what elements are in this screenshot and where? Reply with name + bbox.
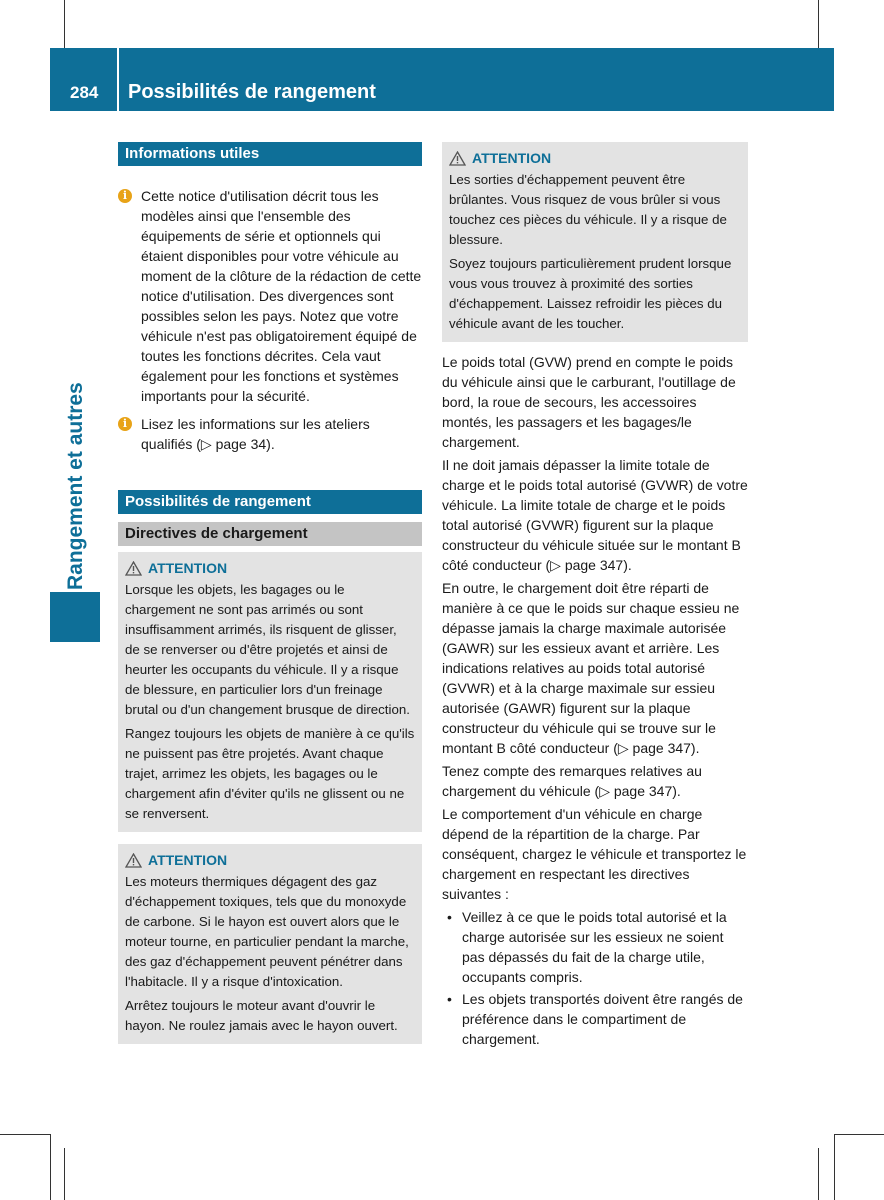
warning-triangle-icon bbox=[449, 151, 466, 166]
warning-triangle-icon bbox=[125, 853, 142, 868]
info-note bbox=[118, 414, 422, 454]
warning-title bbox=[449, 148, 741, 168]
list-item-text: Veillez à ce que le poids total autorisé et la charge autorisée sur les essieux ne soient pas dépassés du fait de la charge utile, occupants compris. bbox=[462, 909, 727, 985]
crop-mark bbox=[64, 0, 65, 48]
warning-paragraph: Lorsque les objets, les bagages ou le chargement ne sont pas arrimés ou sont insuffisamment arrimés, ils risquent de glisser, de se renverser ou d'être projetés et ainsi de heurter les occupants du véhicule. Il y a risque de blessure, en particulier lors d'un freinage brutal ou d'un changement brusque de direction. bbox=[125, 582, 410, 717]
warning-paragraph: Rangez toujours les objets de manière à ce qu'ils ne puissent pas être projetés. Avant chaque trajet, arrimez les objets, les bagages ou le chargement afin d'éviter qu'ils ne glissent ou ne se renversent. bbox=[125, 726, 415, 821]
guideline-list bbox=[442, 907, 748, 1049]
warning-box bbox=[118, 552, 422, 832]
section-heading: Possibilités de rangement bbox=[118, 490, 422, 514]
info-note-text: Lisez les informations sur les ateliers qualifiés (▷ page 34). bbox=[141, 416, 370, 452]
warning-box bbox=[442, 142, 748, 342]
bullet-icon: • bbox=[447, 991, 452, 1007]
bullet-icon: • bbox=[447, 909, 452, 925]
body-paragraph: Il ne doit jamais dépasser la limite totale de charge et le poids total autorisé (GVWR) de votre véhicule. La limite totale de charge et le poids total autorisé (GVWR) figurent sur la plaque constructeur du véhicule située sur le montant B côté conducteur (▷ page 347). bbox=[442, 457, 748, 573]
body-paragraph: Le poids total (GVW) prend en compte le poids du véhicule ainsi que le carburant, l'outillage de bord, la roue de secours, les accessoires montés, les passagers et les bagages/le chargement. bbox=[442, 354, 736, 450]
body-paragraph: Tenez compte des remarques relatives au chargement du véhicule (▷ page 347). bbox=[442, 763, 702, 799]
list-item-text: Les objets transportés doivent être rangés de préférence dans le compartiment de chargement. bbox=[462, 991, 743, 1047]
info-note bbox=[118, 186, 422, 406]
warning-triangle-icon bbox=[125, 561, 142, 576]
info-icon: i bbox=[118, 189, 132, 203]
warning-paragraph: Les moteurs thermiques dégagent des gaz d'échappement toxiques, tels que du monoxyde de carbone. Si le hayon est ouvert alors que le moteur tourne, en particulier pendant la marche, des gaz d'échappement peuvent pénétrer dans l'habitacle. Il y a risque d'intoxication. bbox=[125, 874, 409, 989]
warning-paragraph: Arrêtez toujours le moteur avant d'ouvrir le hayon. Ne roulez jamais avec le hayon ouvert. bbox=[125, 998, 398, 1033]
warning-title-text: ATTENTION bbox=[148, 852, 228, 868]
warning-title bbox=[125, 850, 415, 870]
side-tab-label: Rangement et autres bbox=[64, 382, 87, 590]
crop-mark bbox=[0, 1134, 50, 1135]
warning-title bbox=[125, 558, 415, 578]
subsection-heading: Directives de chargement bbox=[118, 522, 422, 546]
warning-title-text: ATTENTION bbox=[148, 560, 228, 576]
info-section-heading: Informations utiles bbox=[118, 142, 422, 166]
body-paragraph: En outre, le chargement doit être réparti de manière à ce que le poids sur chaque essieu ne dépasse jamais la charge maximale autorisée (GAWR) sur les essieux avant et arrière. Les indications relatives au poids total autorisé (GVWR) et à la charge maximale sur essieu autorisée (GAWR) figurent sur la plaque constructeur du véhicule qui se trouve sur le montant B côté conducteur (▷ page 347). bbox=[442, 580, 740, 756]
header-divider bbox=[117, 48, 119, 111]
right-column bbox=[442, 142, 748, 1051]
warning-paragraph: Les sorties d'échappement peuvent être brûlantes. Vous risquez de vous brûler si vous touchez ces pièces du véhicule. Il y a risque de blessure. bbox=[449, 172, 727, 247]
list-item bbox=[442, 907, 748, 987]
crop-mark bbox=[818, 0, 819, 48]
info-note-text: Cette notice d'utilisation décrit tous les modèles ainsi que l'ensemble des équipements de série et optionnels qui étaient disponibles pour votre véhicule au moment de la clôture de la rédaction de cette notice d'utilisation. Des divergences sont possibles selon les pays. Notez que votre véhicule n'est pas obligatoirement équipé de toutes les fonctions décrites. Cela vaut également pour les fonctions et systèmes importants pour la sécurité. bbox=[141, 188, 422, 404]
body-paragraph: Le comportement d'un véhicule en charge dépend de la répartition de la charge. Par conséquent, chargez le véhicule et transportez le chargement en respectant les directives suivantes : bbox=[442, 806, 747, 902]
crop-mark bbox=[50, 1134, 51, 1200]
warning-box bbox=[118, 844, 422, 1044]
crop-mark bbox=[834, 1134, 884, 1135]
crop-mark bbox=[818, 1148, 819, 1200]
info-icon: i bbox=[118, 417, 132, 431]
page-title: Possibilités de rangement bbox=[128, 81, 376, 103]
page-number: 284 bbox=[70, 83, 99, 102]
list-item bbox=[442, 989, 748, 1049]
crop-mark bbox=[64, 1148, 65, 1200]
side-tab-marker bbox=[50, 592, 100, 642]
left-column bbox=[118, 142, 422, 1044]
warning-title-text: ATTENTION bbox=[472, 150, 552, 166]
crop-mark bbox=[834, 1134, 835, 1200]
warning-paragraph: Soyez toujours particulièrement prudent lorsque vous vous trouvez à proximité des sorties d'échappement. Laissez refroidir les pièces du véhicule avant de les toucher. bbox=[449, 256, 732, 331]
